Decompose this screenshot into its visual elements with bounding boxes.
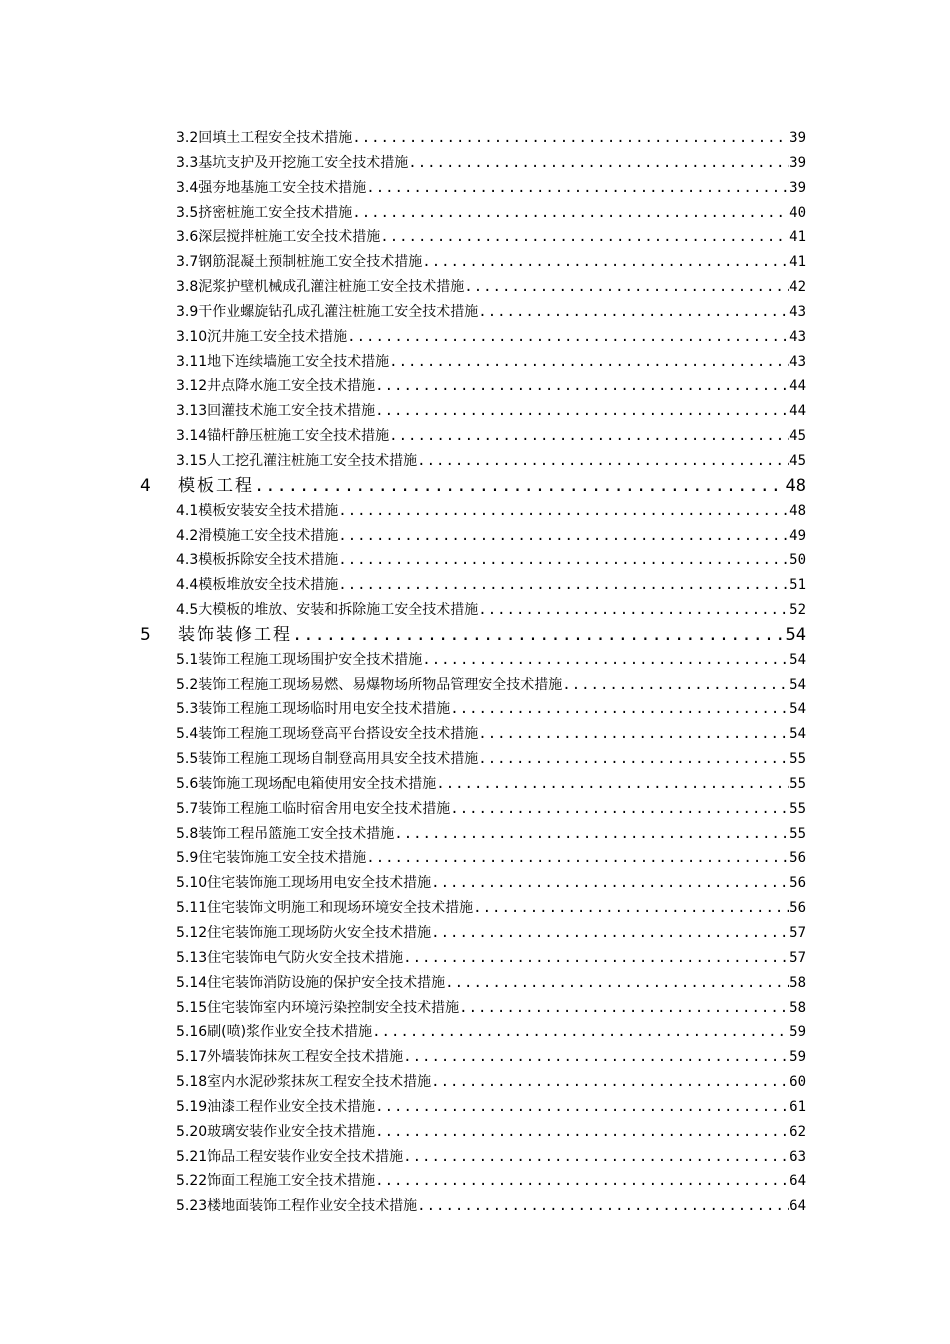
- toc-dot-leader: [375, 399, 789, 424]
- toc-entry-title: 住宅装饰室内环境污染控制安全技术措施: [207, 999, 460, 1016]
- toc-entry-title: 饰面工程施工安全技术措施: [207, 1173, 376, 1190]
- toc-dot-leader: [394, 822, 789, 847]
- toc-entry-number: 3.14: [176, 428, 208, 445]
- toc-dot-leader: [422, 250, 789, 275]
- toc-dot-leader: [450, 797, 789, 822]
- toc-dot-leader: [464, 275, 789, 300]
- toc-entry-title: 住宅装饰施工安全技术措施: [198, 850, 367, 867]
- toc-entry-title: 玻璃安装作业安全技术措施: [207, 1123, 376, 1140]
- toc-section-entry[interactable]: [176, 921, 806, 946]
- toc-page-number: 56: [789, 850, 806, 867]
- toc-dot-leader: [403, 946, 789, 971]
- toc-section-entry[interactable]: [176, 1070, 806, 1095]
- toc-entry-title: 油漆工程作业安全技术措施: [207, 1098, 376, 1115]
- toc-dot-leader: [473, 896, 789, 921]
- toc-page-number: 48: [785, 475, 806, 496]
- toc-page-number: 63: [789, 1148, 806, 1165]
- toc-entry-number: 5.18: [176, 1074, 208, 1091]
- toc-entry-number: 3.5: [176, 204, 199, 221]
- toc-entry-title: 住宅装饰施工现场用电安全技术措施: [207, 875, 432, 892]
- toc-page-number: 60: [789, 1074, 806, 1091]
- toc-page-number: 54: [789, 651, 806, 668]
- toc-dot-leader: [375, 1120, 789, 1145]
- toc-entry-title: 模板工程: [178, 475, 254, 496]
- toc-page-number: 55: [789, 825, 806, 842]
- toc-entry-title: 住宅装饰消防设施的保护安全技术措施: [207, 974, 446, 991]
- toc-page-number: 43: [789, 328, 806, 345]
- toc-section-entry[interactable]: [176, 673, 806, 698]
- toc-dot-leader: [403, 1145, 789, 1170]
- toc-section-entry[interactable]: [176, 201, 806, 226]
- toc-entry-title: 干作业螺旋钻孔成孔灌注桩施工安全技术措施: [198, 303, 479, 320]
- toc-section-entry[interactable]: [176, 648, 806, 673]
- toc-entry-title: 装饰工程施工现场登高平台搭设安全技术措施: [198, 726, 479, 743]
- toc-page-number: 58: [789, 974, 806, 991]
- toc-page-number: 48: [789, 502, 806, 519]
- toc-entry-number: 5.1: [176, 651, 199, 668]
- toc-page-number: 55: [789, 751, 806, 768]
- toc-entry-number: 3.4: [176, 179, 199, 196]
- toc-entry-title: 饰品工程安装作业安全技术措施: [207, 1148, 404, 1165]
- toc-section-entry[interactable]: [176, 300, 806, 325]
- toc-page-number: 45: [789, 452, 806, 469]
- toc-entry-number: 4.2: [176, 527, 199, 544]
- toc-page-number: 61: [789, 1098, 806, 1115]
- toc-section-entry[interactable]: [176, 946, 806, 971]
- toc-dot-leader: [375, 1169, 789, 1194]
- toc-entry-number: 5.16: [176, 1024, 208, 1041]
- toc-page-number: 40: [789, 204, 806, 221]
- toc-dot-leader: [431, 871, 789, 896]
- toc-entry-title: 强夯地基施工安全技术措施: [198, 179, 367, 196]
- toc-entry-title: 泥浆护壁机械成孔灌注桩施工安全技术措施: [198, 279, 465, 296]
- toc-section-entry[interactable]: [176, 797, 806, 822]
- toc-section-entry[interactable]: [176, 1020, 806, 1045]
- toc-entry-title: 装饰装修工程: [178, 624, 292, 645]
- toc-page-number: 58: [789, 999, 806, 1016]
- toc-entry-title: 刷(喷)浆作业安全技术措施: [207, 1024, 373, 1041]
- toc-section-entry[interactable]: [176, 871, 806, 896]
- toc-entry-number: 3.9: [176, 303, 199, 320]
- toc-page-number: 64: [789, 1198, 806, 1215]
- toc-entry-title: 回填土工程安全技术措施: [198, 130, 353, 146]
- toc-entry-title: 挤密桩施工安全技术措施: [198, 204, 353, 221]
- toc-dot-leader: [417, 1194, 789, 1219]
- toc-chapter-entry[interactable]: [140, 623, 806, 648]
- toc-entry-number: 5.23: [176, 1198, 208, 1215]
- toc-section-entry[interactable]: [176, 374, 806, 399]
- toc-entry-number: 5.12: [176, 925, 208, 941]
- toc-section-entry[interactable]: [176, 325, 806, 350]
- toc-entry-title: 井点降水施工安全技术措施: [207, 378, 376, 395]
- toc-section-entry[interactable]: [176, 971, 806, 996]
- toc-page-number: 42: [789, 279, 806, 296]
- toc-entry-number: 4.4: [176, 577, 199, 594]
- toc-dot-leader: [366, 176, 789, 201]
- toc-page-number: 59: [789, 1049, 806, 1066]
- toc-section-entry[interactable]: [176, 1145, 806, 1170]
- toc-entry-title: 住宅装饰施工现场防火安全技术措施: [207, 925, 432, 941]
- toc-section-entry[interactable]: [176, 996, 806, 1021]
- toc-entry-number: 4.5: [176, 602, 199, 619]
- toc-section-entry[interactable]: [176, 747, 806, 772]
- toc-dot-leader: [338, 524, 789, 549]
- toc-dot-leader: [292, 623, 786, 648]
- toc-entry-number: 5.10: [176, 875, 208, 892]
- toc-entry-number: 5.6: [176, 775, 199, 792]
- toc-entry-title: 装饰工程施工现场围护安全技术措施: [198, 651, 423, 668]
- toc-entry-title: 回灌技术施工安全技术措施: [207, 403, 376, 420]
- toc-entry-title: 装饰工程施工临时宿舍用电安全技术措施: [198, 800, 451, 817]
- toc-dot-leader: [478, 300, 789, 325]
- toc-entry-number: 3.10: [176, 328, 208, 345]
- toc-entry-title: 沉井施工安全技术措施: [207, 328, 348, 345]
- toc-page-number: 57: [789, 925, 806, 941]
- toc-entry-title: 大模板的堆放、安装和拆除施工安全技术措施: [198, 602, 479, 619]
- toc-entry-number: 3.7: [176, 254, 199, 271]
- toc-section-entry[interactable]: [176, 896, 806, 921]
- toc-page-number: 52: [789, 602, 806, 619]
- toc-dot-leader: [338, 548, 789, 573]
- toc-section-entry[interactable]: [176, 1194, 806, 1219]
- toc-entry-title: 深层搅拌桩施工安全技术措施: [198, 229, 381, 246]
- toc-page-number: 54: [789, 676, 806, 693]
- toc-entry-number: 4.1: [176, 502, 199, 519]
- toc-page-number: 62: [789, 1123, 806, 1140]
- toc-entry-number: 3.3: [176, 154, 199, 171]
- toc-section-entry[interactable]: [176, 1045, 806, 1070]
- toc-entry-number: 5.5: [176, 751, 199, 768]
- toc-section-entry[interactable]: [176, 176, 806, 201]
- toc-entry-title: 滑模施工安全技术措施: [198, 527, 339, 544]
- toc-entry-number: 5.8: [176, 825, 199, 842]
- toc-entry-number: 5.13: [176, 949, 208, 966]
- toc-section-entry[interactable]: [176, 697, 806, 722]
- toc-dot-leader: [366, 846, 789, 871]
- toc-entry-title: 装饰工程施工现场自制登高用具安全技术措施: [198, 751, 479, 768]
- toc-dot-leader: [380, 225, 789, 250]
- toc-dot-leader: [478, 722, 789, 747]
- toc-page-number: 39: [789, 154, 806, 171]
- toc-entry-title: 装饰工程吊篮施工安全技术措施: [198, 825, 395, 842]
- toc-entry-number: 5.11: [176, 900, 208, 917]
- toc-entry-title: 外墙装饰抹灰工程安全技术措施: [207, 1049, 404, 1066]
- toc-dot-leader: [436, 772, 789, 797]
- toc-dot-leader: [431, 1070, 789, 1095]
- toc-dot-leader: [450, 697, 789, 722]
- toc-page-number: 55: [789, 800, 806, 817]
- toc-dot-leader: [389, 424, 789, 449]
- toc-section-entry[interactable]: [176, 424, 806, 449]
- toc-entry-number: 3.8: [176, 279, 199, 296]
- toc-dot-leader: [417, 449, 789, 474]
- toc-page-number: 41: [789, 254, 806, 271]
- toc-entry-title: 室内水泥砂浆抹灰工程安全技术措施: [207, 1074, 432, 1091]
- toc-dot-leader: [352, 201, 789, 226]
- toc-page-number: 56: [789, 875, 806, 892]
- toc-section-entry[interactable]: [176, 822, 806, 847]
- toc-dot-leader: [372, 1020, 789, 1045]
- toc-section-entry[interactable]: [176, 1169, 806, 1194]
- toc-entry-number: 5.9: [176, 850, 199, 867]
- toc-entry-title: 装饰工程施工现场临时用电安全技术措施: [198, 701, 451, 718]
- toc-entry-title: 装饰工程施工现场易燃、易爆物场所物品管理安全技术措施: [198, 676, 563, 693]
- toc-dot-leader: [352, 126, 789, 151]
- toc-entry-number: 5.15: [176, 999, 208, 1016]
- toc-entry-title: 住宅装饰电气防火安全技术措施: [207, 949, 404, 966]
- toc-page-number: 49: [789, 527, 806, 544]
- toc-page-number: 41: [789, 229, 806, 246]
- toc-page-number: 54: [785, 624, 806, 645]
- toc-section-entry[interactable]: [176, 250, 806, 275]
- toc-section-entry[interactable]: [176, 548, 806, 573]
- table-of-contents: [0, 126, 950, 1219]
- toc-entry-number: 5.22: [176, 1173, 208, 1190]
- toc-section-entry[interactable]: [176, 1095, 806, 1120]
- toc-entry-title: 地下连续墙施工安全技术措施: [207, 353, 390, 370]
- toc-page-number: 64: [789, 1173, 806, 1190]
- toc-section-entry[interactable]: [176, 722, 806, 747]
- toc-section-entry[interactable]: [176, 772, 806, 797]
- toc-entry-title: 装饰施工现场配电箱使用安全技术措施: [198, 775, 437, 792]
- toc-page-number: 50: [789, 552, 806, 569]
- toc-page-number: 45: [789, 428, 806, 445]
- toc-section-entry[interactable]: [176, 499, 806, 524]
- toc-page-number: 39: [789, 130, 806, 146]
- toc-entry-title: 模板堆放安全技术措施: [198, 577, 339, 594]
- toc-entry-title: 楼地面装饰工程作业安全技术措施: [207, 1198, 418, 1215]
- toc-page-number: 44: [789, 403, 806, 420]
- toc-dot-leader: [422, 648, 789, 673]
- toc-section-entry[interactable]: [176, 449, 806, 474]
- toc-section-entry[interactable]: [176, 399, 806, 424]
- toc-page-number: 57: [789, 949, 806, 966]
- toc-section-entry[interactable]: [176, 126, 806, 151]
- toc-page-number: 51: [789, 577, 806, 594]
- toc-entry-title: 钢筋混凝土预制桩施工安全技术措施: [198, 254, 423, 271]
- toc-entry-number: 5.2: [176, 676, 199, 693]
- toc-dot-leader: [375, 1095, 789, 1120]
- toc-entry-number: 5.17: [176, 1049, 208, 1066]
- toc-section-entry[interactable]: [176, 573, 806, 598]
- toc-entry-number: 4: [140, 475, 151, 496]
- toc-page-number: 59: [789, 1024, 806, 1041]
- toc-page-number: 54: [789, 726, 806, 743]
- toc-entry-number: 3.6: [176, 229, 199, 246]
- toc-entry-number: 5.14: [176, 974, 208, 991]
- toc-entry-number: 5.21: [176, 1148, 208, 1165]
- toc-dot-leader: [459, 996, 789, 1021]
- toc-dot-leader: [478, 747, 789, 772]
- toc-section-entry[interactable]: [176, 350, 806, 375]
- toc-dot-leader: [254, 474, 786, 499]
- toc-entry-number: 3.2: [176, 130, 199, 146]
- toc-section-entry[interactable]: [176, 524, 806, 549]
- toc-section-entry[interactable]: [176, 275, 806, 300]
- toc-section-entry[interactable]: [176, 598, 806, 623]
- toc-section-entry[interactable]: [176, 151, 806, 176]
- toc-page-number: 39: [789, 179, 806, 196]
- toc-section-entry[interactable]: [176, 846, 806, 871]
- toc-dot-leader: [375, 374, 789, 399]
- toc-entry-number: 3.11: [176, 353, 208, 370]
- toc-entry-number: 5.4: [176, 726, 199, 743]
- toc-entry-title: 人工挖孔灌注桩施工安全技术措施: [207, 452, 418, 469]
- toc-entry-title: 基坑支护及开挖施工安全技术措施: [198, 154, 409, 171]
- toc-page-number: 55: [789, 775, 806, 792]
- toc-entry-title: 锚杆静压桩施工安全技术措施: [207, 428, 390, 445]
- toc-page-number: 54: [789, 701, 806, 718]
- toc-dot-leader: [562, 673, 789, 698]
- toc-entry-number: 4.3: [176, 552, 199, 569]
- toc-page-number: 56: [789, 900, 806, 917]
- toc-dot-leader: [403, 1045, 789, 1070]
- toc-page-number: 43: [789, 303, 806, 320]
- toc-entry-title: 模板拆除安全技术措施: [198, 552, 339, 569]
- toc-dot-leader: [347, 325, 789, 350]
- toc-entry-title: 模板安装安全技术措施: [198, 502, 339, 519]
- toc-entry-number: 5.3: [176, 701, 199, 718]
- toc-page-number: 44: [789, 378, 806, 395]
- toc-chapter-entry[interactable]: [140, 474, 806, 499]
- toc-dot-leader: [338, 499, 789, 524]
- toc-entry-number: 5.19: [176, 1098, 208, 1115]
- toc-dot-leader: [408, 151, 789, 176]
- toc-entry-number: 5.7: [176, 800, 199, 817]
- toc-page-number: 43: [789, 353, 806, 370]
- toc-dot-leader: [431, 921, 789, 946]
- toc-dot-leader: [338, 573, 789, 598]
- toc-entry-number: 3.12: [176, 378, 208, 395]
- toc-entry-number: 5.20: [176, 1123, 208, 1140]
- toc-dot-leader: [389, 350, 789, 375]
- toc-entry-number: 5: [140, 624, 151, 645]
- toc-entry-number: 3.13: [176, 403, 208, 420]
- toc-section-entry[interactable]: [176, 1120, 806, 1145]
- toc-dot-leader: [445, 971, 789, 996]
- toc-entry-number: 3.15: [176, 452, 208, 469]
- toc-section-entry[interactable]: [176, 225, 806, 250]
- toc-entry-title: 住宅装饰文明施工和现场环境安全技术措施: [207, 900, 474, 917]
- toc-dot-leader: [478, 598, 789, 623]
